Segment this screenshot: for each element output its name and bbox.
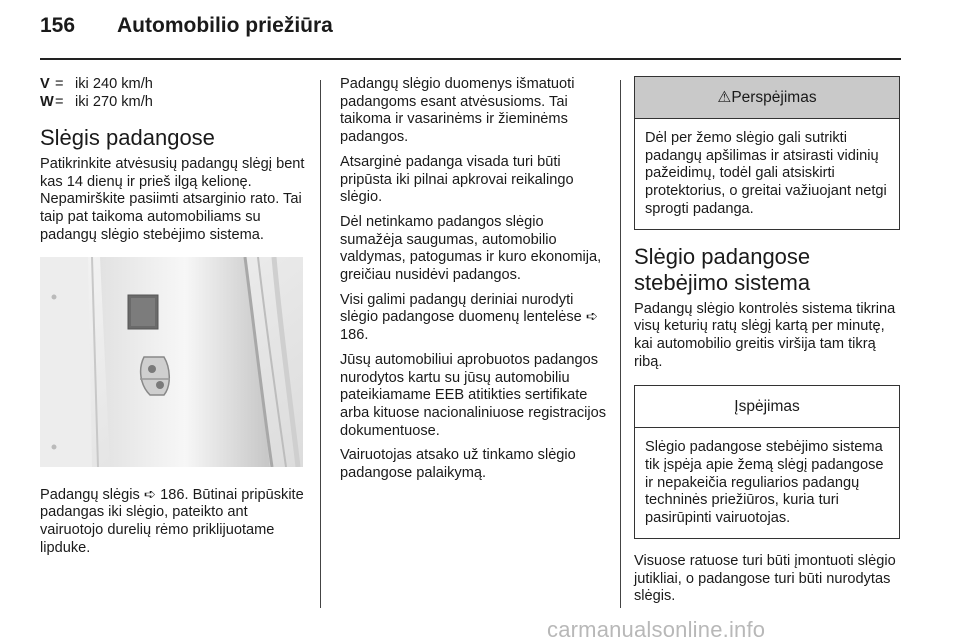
page-title: Automobilio priežiūra (117, 14, 333, 37)
page-number: 156 (40, 14, 76, 37)
paragraph: Jūsų automobiliui aprobuotos padangos nurodytos kartu su jūsų automobiliu pateikiamame EEB atitikties sertifikate arba kituose nacionaliniuose registracijos dokumentuose. (340, 351, 607, 439)
speed-value: iki 270 km/h (75, 93, 153, 110)
column-2 (340, 76, 608, 490)
intro-paragraph: Patikrinkite atvėsusių padangų slėgį bent kas 14 dienų ir prieš ilgą kelionę. Nepamirškite pasiimti atsarginio rato. Tai taip pat taikoma automobiliams su padangų slėgio stebėjimo sistema. (40, 156, 305, 243)
warning-text: Dėl per žemo slėgio gali sutrikti padangų apšilimas ir atsirasti vidinių pažeidimų, todėl gali atsiskirti protektorius, o greitai važiuojant netgi sprogti padanga. (645, 130, 887, 217)
notice-text: Slėgio padangose stebėjimo sistema tik įspėja apie žemą slėgį padangose ir nepakeičia reguliarios padangų techninės priežiūros, kuria turi pasirūpinti vairuotojas. (645, 439, 884, 527)
column-divider-2 (620, 80, 621, 608)
watermark: carmanualsonline.info (547, 617, 766, 642)
header-rule (40, 58, 901, 60)
tpms-intro: Padangų slėgio kontrolės sistema tikrina visų keturių ratų slėgį kartą per minutę, kai automobilio greitis viršija tam tikrą ribą. (634, 300, 896, 370)
speed-value: iki 240 km/h (75, 76, 153, 92)
column-1 (40, 76, 305, 564)
warning-header (635, 77, 899, 119)
speed-key: W (40, 93, 54, 110)
paragraph: Atsarginė padanga visada turi būti pripūsta iki pilnai apkrovai reikalingo slėgio. (340, 153, 574, 206)
notice-box (634, 385, 900, 539)
section-heading-tyre-pressure: Slėgis padangose (40, 125, 215, 150)
speed-key: V (40, 76, 50, 92)
warning-triangle-icon: ⚠ (717, 88, 732, 106)
door-frame-photo (40, 257, 303, 467)
paragraph: Dėl netinkamo padangos slėgio sumažėja saugumas, automobilio valdymas, patogumas ir kuro ekonomija, greičiau nusidėvi padangos. (340, 213, 602, 284)
notice-header (635, 386, 899, 428)
speed-row-v (40, 76, 305, 94)
photo-caption: Padangų slėgis ➪ 186. Būtinai pripūskite padangas iki slėgio, pateikto ant vairuotojo durelių rėmo priklijuotame lipduke. (40, 486, 304, 556)
speed-equals: = (55, 93, 64, 110)
paragraph: Padangų slėgio duomenys išmatuoti padangoms esant atvėsusioms. Tai taikoma ir vasarinėms ir žieminėms padangos. (340, 76, 575, 146)
column-3 (634, 76, 900, 613)
warning-box (634, 76, 900, 230)
column-divider-1 (320, 80, 321, 608)
tpms-outro: Visuose ratuose turi būti įmontuoti slėgio jutikliai, o padangose turi būti nurodytas slėgis. (634, 552, 896, 605)
paragraph: Visi galimi padangų deriniai nurodyti slėgio padangose duomenų lentelėse ➪ 186. (340, 291, 599, 344)
speed-row-w (40, 94, 305, 112)
warning-title: Perspėjimas (731, 88, 817, 106)
section-heading-tpms: Slėgio padangose stebėjimo sistema (634, 243, 811, 295)
speed-equals: = (55, 76, 64, 92)
notice-title: Įspėjimas (734, 397, 800, 415)
paragraph: Vairuotojas atsako už tinkamo slėgio padangose palaikymą. (340, 447, 576, 482)
